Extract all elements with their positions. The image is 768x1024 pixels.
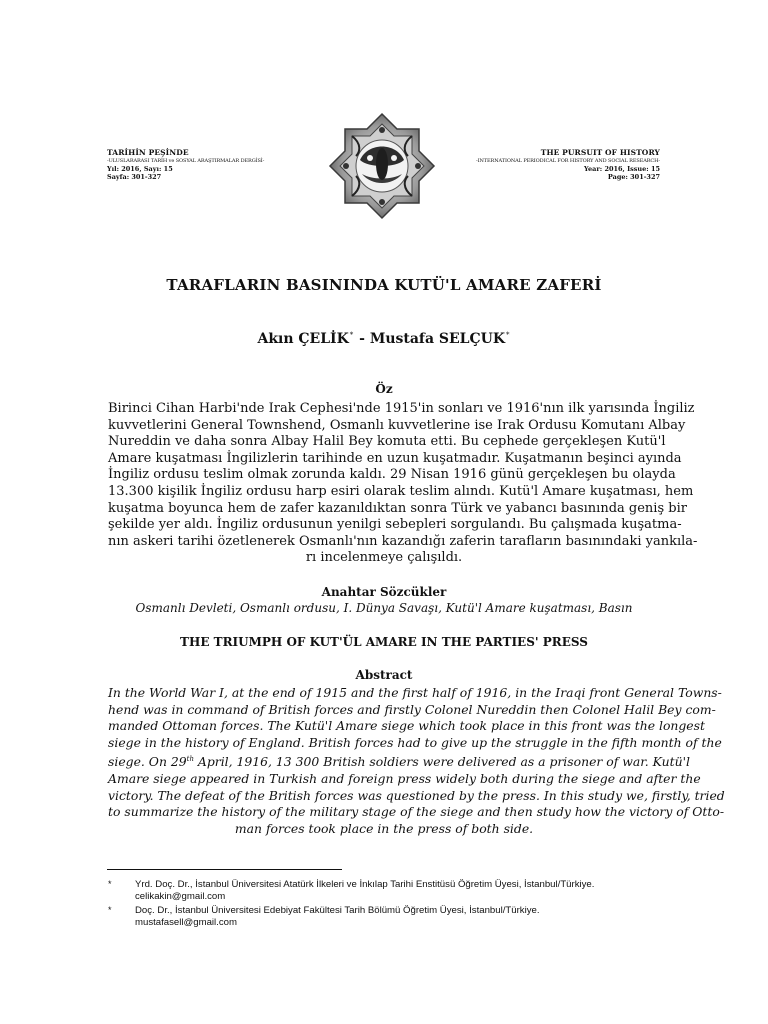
footnote-divider — [107, 869, 342, 870]
abstract-line: İngiliz ordusu teslim olmak zorunda kaldı. 29 Nisan 1916 günü gerçekleşen bu olayda — [108, 467, 676, 483]
abstract-line: Birinci Cihan Harbi'nde Irak Cephesi'nde 1915'in sonları ve 1916'nın ilk yarısında İngiliz — [108, 401, 695, 416]
abstract-line: Amare kuşatması İngilizlerin tarihinde en uzun kuşatmadır. Kuşatmanın beşinci ayında — [108, 450, 682, 466]
abstract-line: rı incelenmeye çalışıldı. — [305, 550, 463, 566]
journal-issue-english: Year: 2016, Issue: 15 — [583, 165, 660, 173]
journal-pages-english: Page: 301-327 — [607, 173, 660, 181]
journal-header-english — [420, 149, 660, 181]
footnote-email: celikakin@gmail.com — [135, 891, 226, 902]
author-name: Akın ÇELİK — [257, 331, 349, 347]
abstract-heading-turkish: Öz — [375, 382, 393, 396]
abstract-body-turkish — [108, 401, 698, 567]
abstract-line: kuşatma boyunca hem de zafer kazanıldıktan sonra Türk ve yabancı basınında geniş bir — [108, 500, 687, 516]
journal-issue-turkish: Yıl: 2016, Sayı: 15 — [107, 165, 173, 173]
abstract-line: Nureddin ve daha sonra Albay Halil Bey komuta etti. Bu cephede gerçekleşen Kutü'l — [108, 434, 666, 450]
journal-pages-turkish: Sayfa: 301-327 — [107, 173, 162, 181]
abstract-heading-english: Abstract — [355, 668, 413, 682]
abstract-line — [108, 751, 690, 771]
abstract-line: victory. The defeat of the British forces was questioned by the press. In this study we, firstly, tried — [108, 787, 725, 803]
footnote-affiliation: Doç. Dr., İstanbul Üniversitesi Edebiyat Fakültesi Tarih Bölümü Öğretim Üyesi, İstanbul/Türkiye. — [135, 905, 540, 916]
abstract-line: siege in the history of England. British forces had to give up the struggle in the fifth month of the — [108, 734, 722, 750]
footnote-author-1 — [108, 879, 594, 903]
abstract-line: In the World War I, at the end of 1915 and the first half of 1916, in the Iraqi front General Towns- — [108, 685, 722, 700]
journal-name-turkish: TARİHİN PEŞİNDE — [107, 148, 189, 157]
journal-subtitle-turkish: -ULUSLARARASI TARİH ve SOSYAL ARAŞTIRMALAR DERGİSİ- — [107, 158, 265, 164]
journal-name-english: THE PURSUIT OF HISTORY — [540, 148, 660, 157]
abstract-line: şekilde yer aldı. İngiliz ordusunun yenilgi sebepleri sorgulandı. Bu çalışmada kuşatma- — [108, 517, 682, 533]
abstract-line: man forces took place in the press of both side. — [234, 820, 534, 836]
abstract-line: nın askeri tarihi özetlenerek Osmanlı'nın kazandığı zaferin tarafların basınındaki yankıla- — [108, 533, 698, 549]
keywords-list: Osmanlı Devleti, Osmanlı ordusu, I. Dünya Savaşı, Kutü'l Amare kuşatması, Basın — [135, 601, 633, 615]
footnote-marker: * — [349, 331, 354, 339]
footnote-affiliation: Yrd. Doç. Dr., İstanbul Üniversitesi Atatürk İlkeleri ve İnkılap Tarihi Enstitüsü Öğretim Üyesi, İstanbul/Türkiye. — [135, 879, 595, 890]
footnote-author-2 — [108, 905, 540, 929]
article-title: TARAFLARIN BASININDA KUTÜ'L AMARE ZAFERİ — [166, 276, 602, 294]
article-authors — [100, 331, 668, 347]
abstract-line: Amare siege appeared in Turkish and foreign press widely both during the siege and after the — [108, 771, 701, 787]
abstract-body-english — [108, 685, 725, 837]
abstract-line: manded Ottoman forces. The Kutü'l Amare siege which took place in this front was the longest — [108, 718, 705, 734]
abstract-line: to summarize the history of the military stage of the siege and then study how the victory of Otto- — [108, 804, 725, 820]
footnote-email: mustafasell@gmail.com — [135, 917, 237, 928]
footnote-marker: * — [108, 905, 112, 915]
abstract-line: hend was in command of British forces and firstly Colonel Nureddin then Colonel Halil Bey com- — [108, 701, 716, 717]
keywords-heading: Anahtar Sözcükler — [321, 585, 447, 599]
article-title-english: THE TRIUMPH OF KUT'ÜL AMARE IN THE PARTIES' PRESS — [180, 635, 588, 649]
abstract-line: kuvvetlerini General Townshend, Osmanlı kuvvetlerine ise Irak Ordusu Komutanı Albay — [108, 417, 686, 433]
journal-header-turkish — [107, 149, 337, 181]
author-name: Mustafa SELÇUK — [369, 331, 506, 347]
abstract-line-part: April, 1916, 13 300 British soldiers were delivered as a prisoner of war. Kutü'l — [193, 754, 690, 770]
ordinal-suffix: th — [186, 755, 194, 764]
abstract-line-part: siege. On 29 — [108, 754, 187, 770]
footnote-marker: * — [108, 879, 112, 889]
author-separator: - — [354, 331, 370, 347]
journal-subtitle-english: -INTERNATIONAL PERIODICAL FOR HISTORY AND SOCIAL RESEARCH- — [476, 158, 660, 164]
abstract-line: 13.300 kişilik İngiliz ordusu harp esiri olarak teslim alındı. Kutü'l Amare kuşatması, hem — [108, 483, 694, 499]
footnote-marker: * — [506, 331, 510, 339]
